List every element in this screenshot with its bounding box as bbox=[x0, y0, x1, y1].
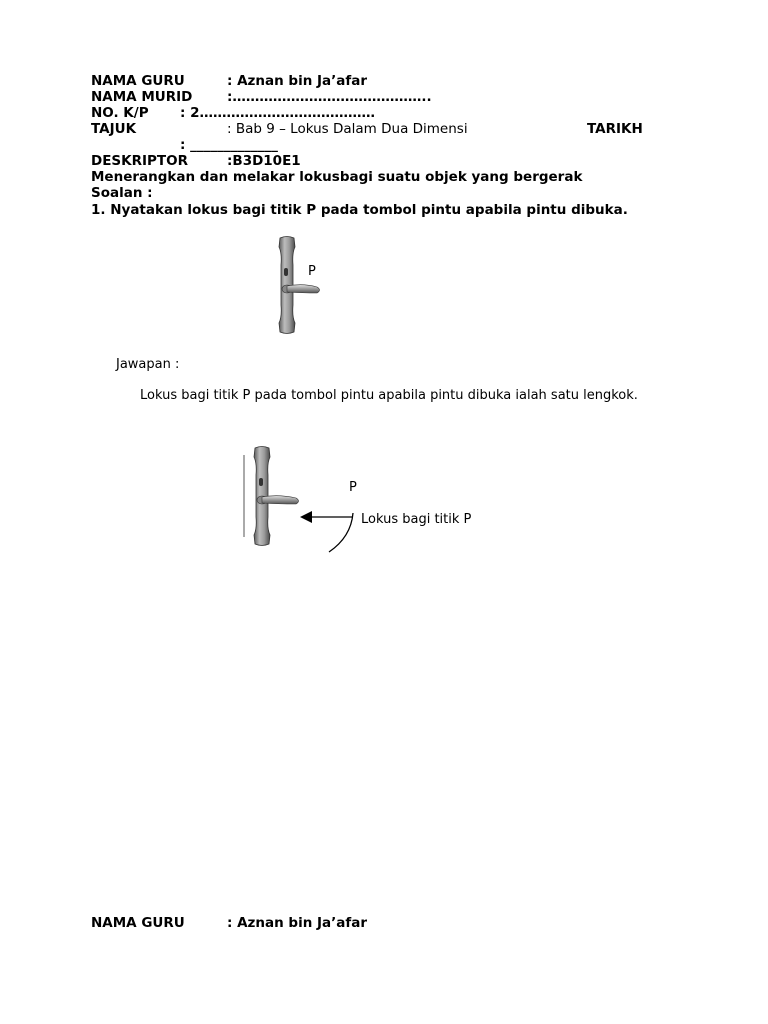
tajuk-value: : Bab 9 – Lokus Dalam Dua Dimensi bbox=[227, 121, 468, 137]
murid-value: :…………………………………….. bbox=[227, 89, 432, 105]
murid-label: NAMA MURID bbox=[91, 89, 193, 105]
soalan-label: Soalan : bbox=[91, 185, 153, 201]
locus-arc bbox=[295, 505, 365, 555]
door-handle-figure-1 bbox=[265, 235, 325, 335]
deskriptor-label: DESKRIPTOR bbox=[91, 153, 189, 169]
footer-guru-value: : Aznan bin Ja’afar bbox=[227, 915, 368, 931]
figure1-point-p: P bbox=[308, 264, 316, 279]
kp-label: NO. K/P bbox=[91, 105, 149, 121]
kp-value: : 2………………………………… bbox=[180, 105, 375, 121]
question-1: 1. Nyatakan lokus bagi titik P pada tombol pintu apabila pintu dibuka. bbox=[91, 202, 628, 218]
tarikh-value: : _____________ bbox=[180, 137, 278, 153]
answer-label: Jawapan : bbox=[116, 357, 180, 372]
door-handle-figure-2 bbox=[240, 445, 300, 549]
objective-text: Menerangkan dan melakar lokusbagi suatu objek yang bergerak bbox=[91, 169, 583, 185]
tajuk-label: TAJUK bbox=[91, 121, 137, 137]
guru-label: NAMA GURU bbox=[91, 73, 185, 89]
arrow-left-icon bbox=[300, 511, 312, 523]
footer-guru-label: NAMA GURU bbox=[91, 915, 185, 931]
guru-value: : Aznan bin Ja’afar bbox=[227, 73, 368, 89]
figure2-point-p: P bbox=[349, 480, 357, 495]
answer-text: Lokus bagi titik P pada tombol pintu apabila pintu dibuka ialah satu lengkok. bbox=[140, 388, 638, 403]
locus-label: Lokus bagi titik P bbox=[361, 512, 472, 527]
deskriptor-value: :B3D10E1 bbox=[227, 153, 301, 169]
tarikh-label: TARIKH bbox=[587, 121, 643, 137]
